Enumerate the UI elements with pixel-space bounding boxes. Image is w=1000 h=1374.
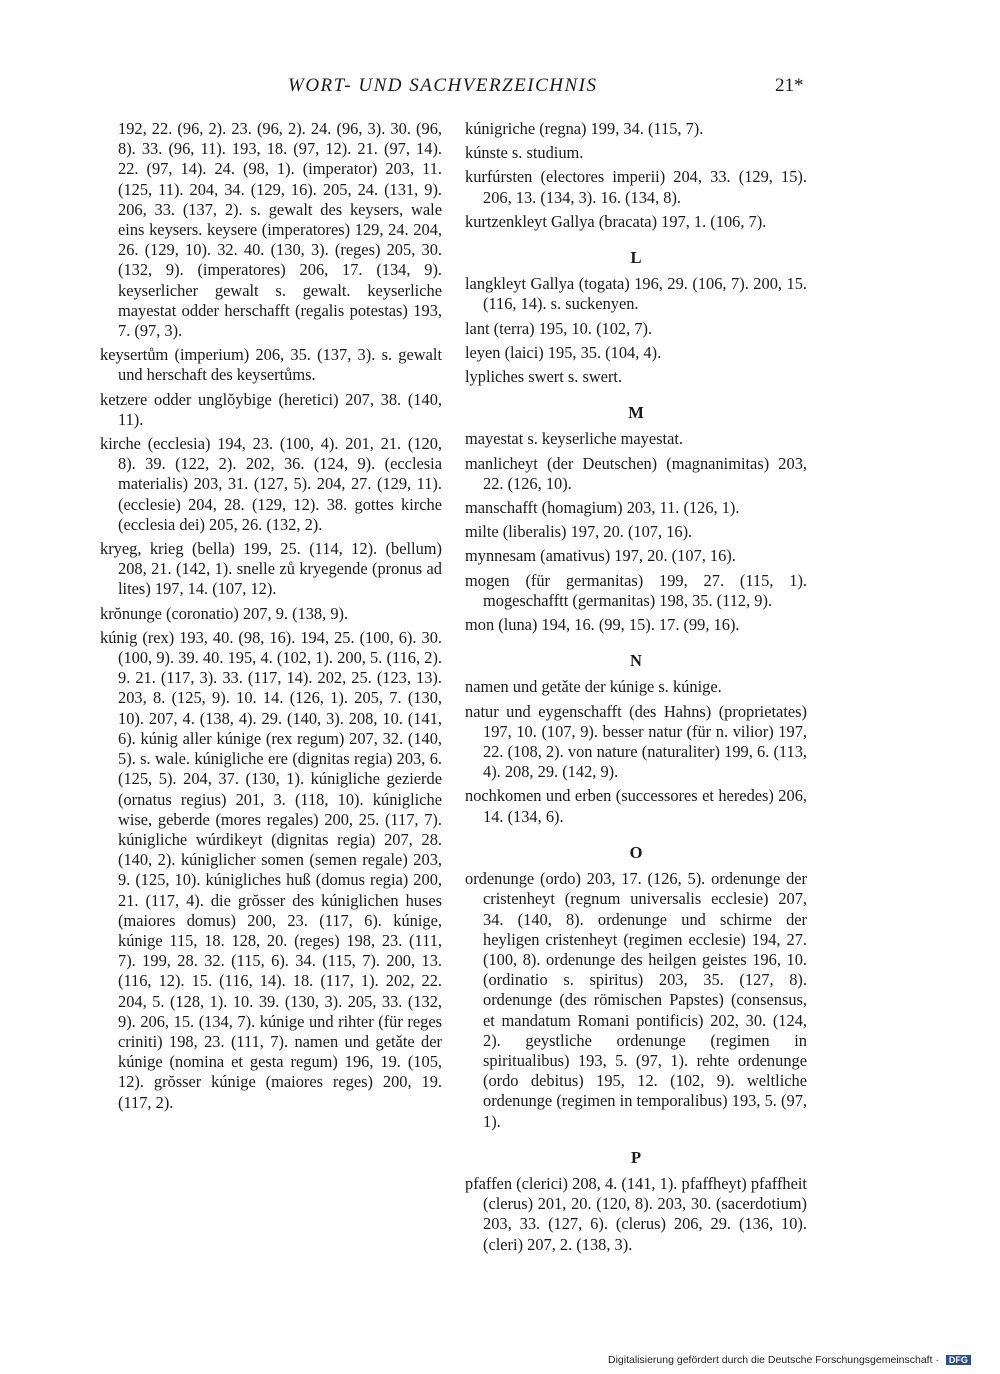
section-letter-l: L: [630, 248, 642, 268]
index-entry: keysertům (imperium) 206, 35. (137, 3). s. gewalt und herschaft des keysertůms.: [100, 345, 442, 385]
index-entry: mogen (für germanitas) 199, 27. (115, 1). mogeschafftt (germanitas) 198, 35. (112, 9).: [465, 570, 807, 610]
page-number: 21*: [775, 75, 804, 96]
index-entry: namen und getǎte der kúnige s. kúnige.: [465, 677, 722, 697]
section-letter-p: P: [630, 1147, 642, 1167]
section-letter-o: O: [629, 842, 643, 862]
index-entry: mon (luna) 194, 16. (99, 15). 17. (99, 16).: [465, 615, 740, 635]
index-entry: kurfúrsten (electores imperii) 204, 33. (129, 15). 206, 13. (134, 3). 16. (134, 8).: [465, 167, 807, 207]
funding-footer: [608, 1354, 971, 1366]
index-entry: lypliches swert s. swert.: [465, 367, 623, 387]
index-entry: kurtzenkleyt Gallya (bracata) 197, 1. (106, 7).: [465, 211, 767, 231]
running-title: WORT- UND SACHVERZEICHNIS: [288, 75, 598, 96]
index-entry: natur und eygenschafft (des Hahns) (proprietates) 197, 10. (107, 9). besser natur (für n. vilior) 197, 22. (108, 2). von nature (naturaliter) 199, 6. (113, 4). 208, 29. (142, 9).: [465, 701, 807, 782]
index-entry: ketzere odder unglŏybige (heretici) 207, 38. (140, 11).: [100, 389, 442, 429]
index-entry: kúnigriche (regna) 199, 34. (115, 7).: [465, 119, 704, 138]
index-entry: nochkomen und erben (successores et heredes) 206, 14. (134, 6).: [465, 786, 807, 826]
index-entry: ordenunge (ordo) 203, 17. (126, 5). ordenunge der cristenheyt (regnum universalis ecclesie) 207, 34. (140, 8). ordenunge und schirme der heyligen cristenheyt (regimen ecclesie) 194, 27. (100, 8). ordenunge des heilgen geistes 196, 10. (ordinatio s. spiritus) 203, 35. (127, 8). ordenunge (des römischen Papstes) (consensus, et mandatum Romani pontificis) 202, 30. (124, 2). geystliche ordenunge (regimen in spiritualibus) 193, 5. (97, 1). rehte ordenunge (ordo debitus) 195, 12. (102, 9). weltliche ordenunge (regimen in temporalibus) 193, 5. (97, 1).: [465, 869, 807, 1131]
index-entry: manschafft (homagium) 203, 11. (126, 1).: [465, 498, 740, 518]
index-entry: kryeg, krieg (bella) 199, 25. (114, 12). (bellum) 208, 21. (142, 1). snelle zů kryegende (pronus ad lites) 197, 14. (107, 12).: [100, 539, 442, 599]
index-entry: krŏnunge (coronatio) 207, 9. (138, 9).: [100, 603, 349, 623]
index-entry: mayestat s. keyserliche mayestat.: [465, 429, 684, 449]
index-entry: kúnste s. studium.: [465, 143, 584, 163]
index-entry: mynnesam (amativus) 197, 20. (107, 16).: [465, 546, 736, 566]
index-entry: pfaffen (clerici) 208, 4. (141, 1). pfaffheyt) pfaffheit (clerus) 201, 20. (120, 8). 203, 30. (sacerdotium) 203, 33. (127, 6). (clerus) 206, 29. (136, 10). (cleri) 207, 2. (138, 3).: [465, 1173, 807, 1254]
index-entry: 192, 22. (96, 2). 23. (96, 2). 24. (96, 3). 30. (96, 8). 33. (96, 11). 193, 18. (97, 12). 21. (97, 14). 22. (97, 14). 24. (98, 1). (imperator) 203, 11. (125, 11). 204, 34. (129, 16). 205, 24. (131, 9). 206, 33. (137, 2). s. gewalt des keysers, wale eins keysers. keysere (imperatores) 129, 24. 204, 26. (129, 10). 32. 40. (130, 3). (reges) 205, 30. (132, 9). (imperatores) 206, 17. (134, 9). keyserlicher gewalt s. gewalt. keyserliche mayestat odder herschafft (regalis potestas) 193, 7. (97, 3).: [118, 119, 442, 341]
index-entry: kúnig (rex) 193, 40. (98, 16). 194, 25. (100, 6). 30. (100, 9). 39. 40. 195, 4. (102, 1). 200, 5. (116, 2). 9. 21. (117, 3). 33. (117, 14). 202, 25. (123, 13). 203, 8. (125, 9). 10. 14. (126, 1). 205, 7. (130, 10). 207, 4. (138, 4). 29. (140, 3). 208, 10. (141, 6). kúnig aller kúnige (rex regum) 207, 32. (140, 5). s. wale. kúnigliche ere (dignitas regia) 203, 6. (125, 5). 204, 37. (130, 1). kúnigliche gezierde (ornatus regius) 201, 3. (118, 10). kúnigliche wise, geberde (mores regales) 200, 25. (117, 7). kúnigliche wúrdikeyt (dignitas regia) 207, 28. (140, 2). kúniglicher somen (semen regale) 203, 9. (125, 10). kúnigliches huß (domus regia) 200, 21. (117, 4). die grŏsser des kúniglichen huses (maiores domus) 200, 23. (117, 6). kúnige, kúnige 115, 18. 128, 20. (reges) 198, 23. (111, 7). 199, 28. 32. (115, 6). 34. (115, 7). 200, 13. (116, 12). 15. (116, 14). 18. (117, 1). 202, 22. 204, 5. (128, 1). 10. 39. (130, 3). 205, 33. (132, 9). 206, 15. (134, 7). kúnige und rihter (für reges criniti) 198, 23. (111, 7). namen und getǎte der kúnige (nomina et gesta regum) 196, 19. (105, 12). grŏsser kúnige (maiores reges) 200, 19. (117, 2).: [100, 627, 442, 1112]
right-column: [465, 119, 807, 1259]
index-entry: langkleyt Gallya (togata) 196, 29. (106, 7). 200, 15. (116, 14). s. suckenyen.: [465, 274, 807, 314]
index-entry: leyen (laici) 195, 35. (104, 4).: [465, 342, 662, 362]
index-entry: manlicheyt (der Deutschen) (magnanimitas) 203, 22. (126, 10).: [465, 453, 807, 493]
index-entry: lant (terra) 195, 10. (102, 7).: [465, 318, 653, 338]
section-letter-m: M: [628, 403, 644, 423]
index-entry: milte (liberalis) 197, 20. (107, 16).: [465, 522, 693, 542]
footer-text: Digitalisierung gefördert durch die Deutsche Forschungsgemeinschaft ·: [608, 1354, 939, 1366]
section-letter-n: N: [630, 651, 642, 671]
page-header: [0, 75, 1000, 105]
left-column: [100, 119, 442, 1117]
index-entry: kirche (ecclesia) 194, 23. (100, 4). 201, 21. (120, 8). 39. (122, 2). 202, 36. (124, 9). (ecclesia materialis) 203, 31. (127, 5). 204, 27. (129, 11). (ecclesie) 204, 28. (129, 12). 38. gottes kirche (ecclesia dei) 205, 26. (132, 2).: [100, 434, 442, 534]
dfg-logo: DFG: [946, 1355, 971, 1365]
